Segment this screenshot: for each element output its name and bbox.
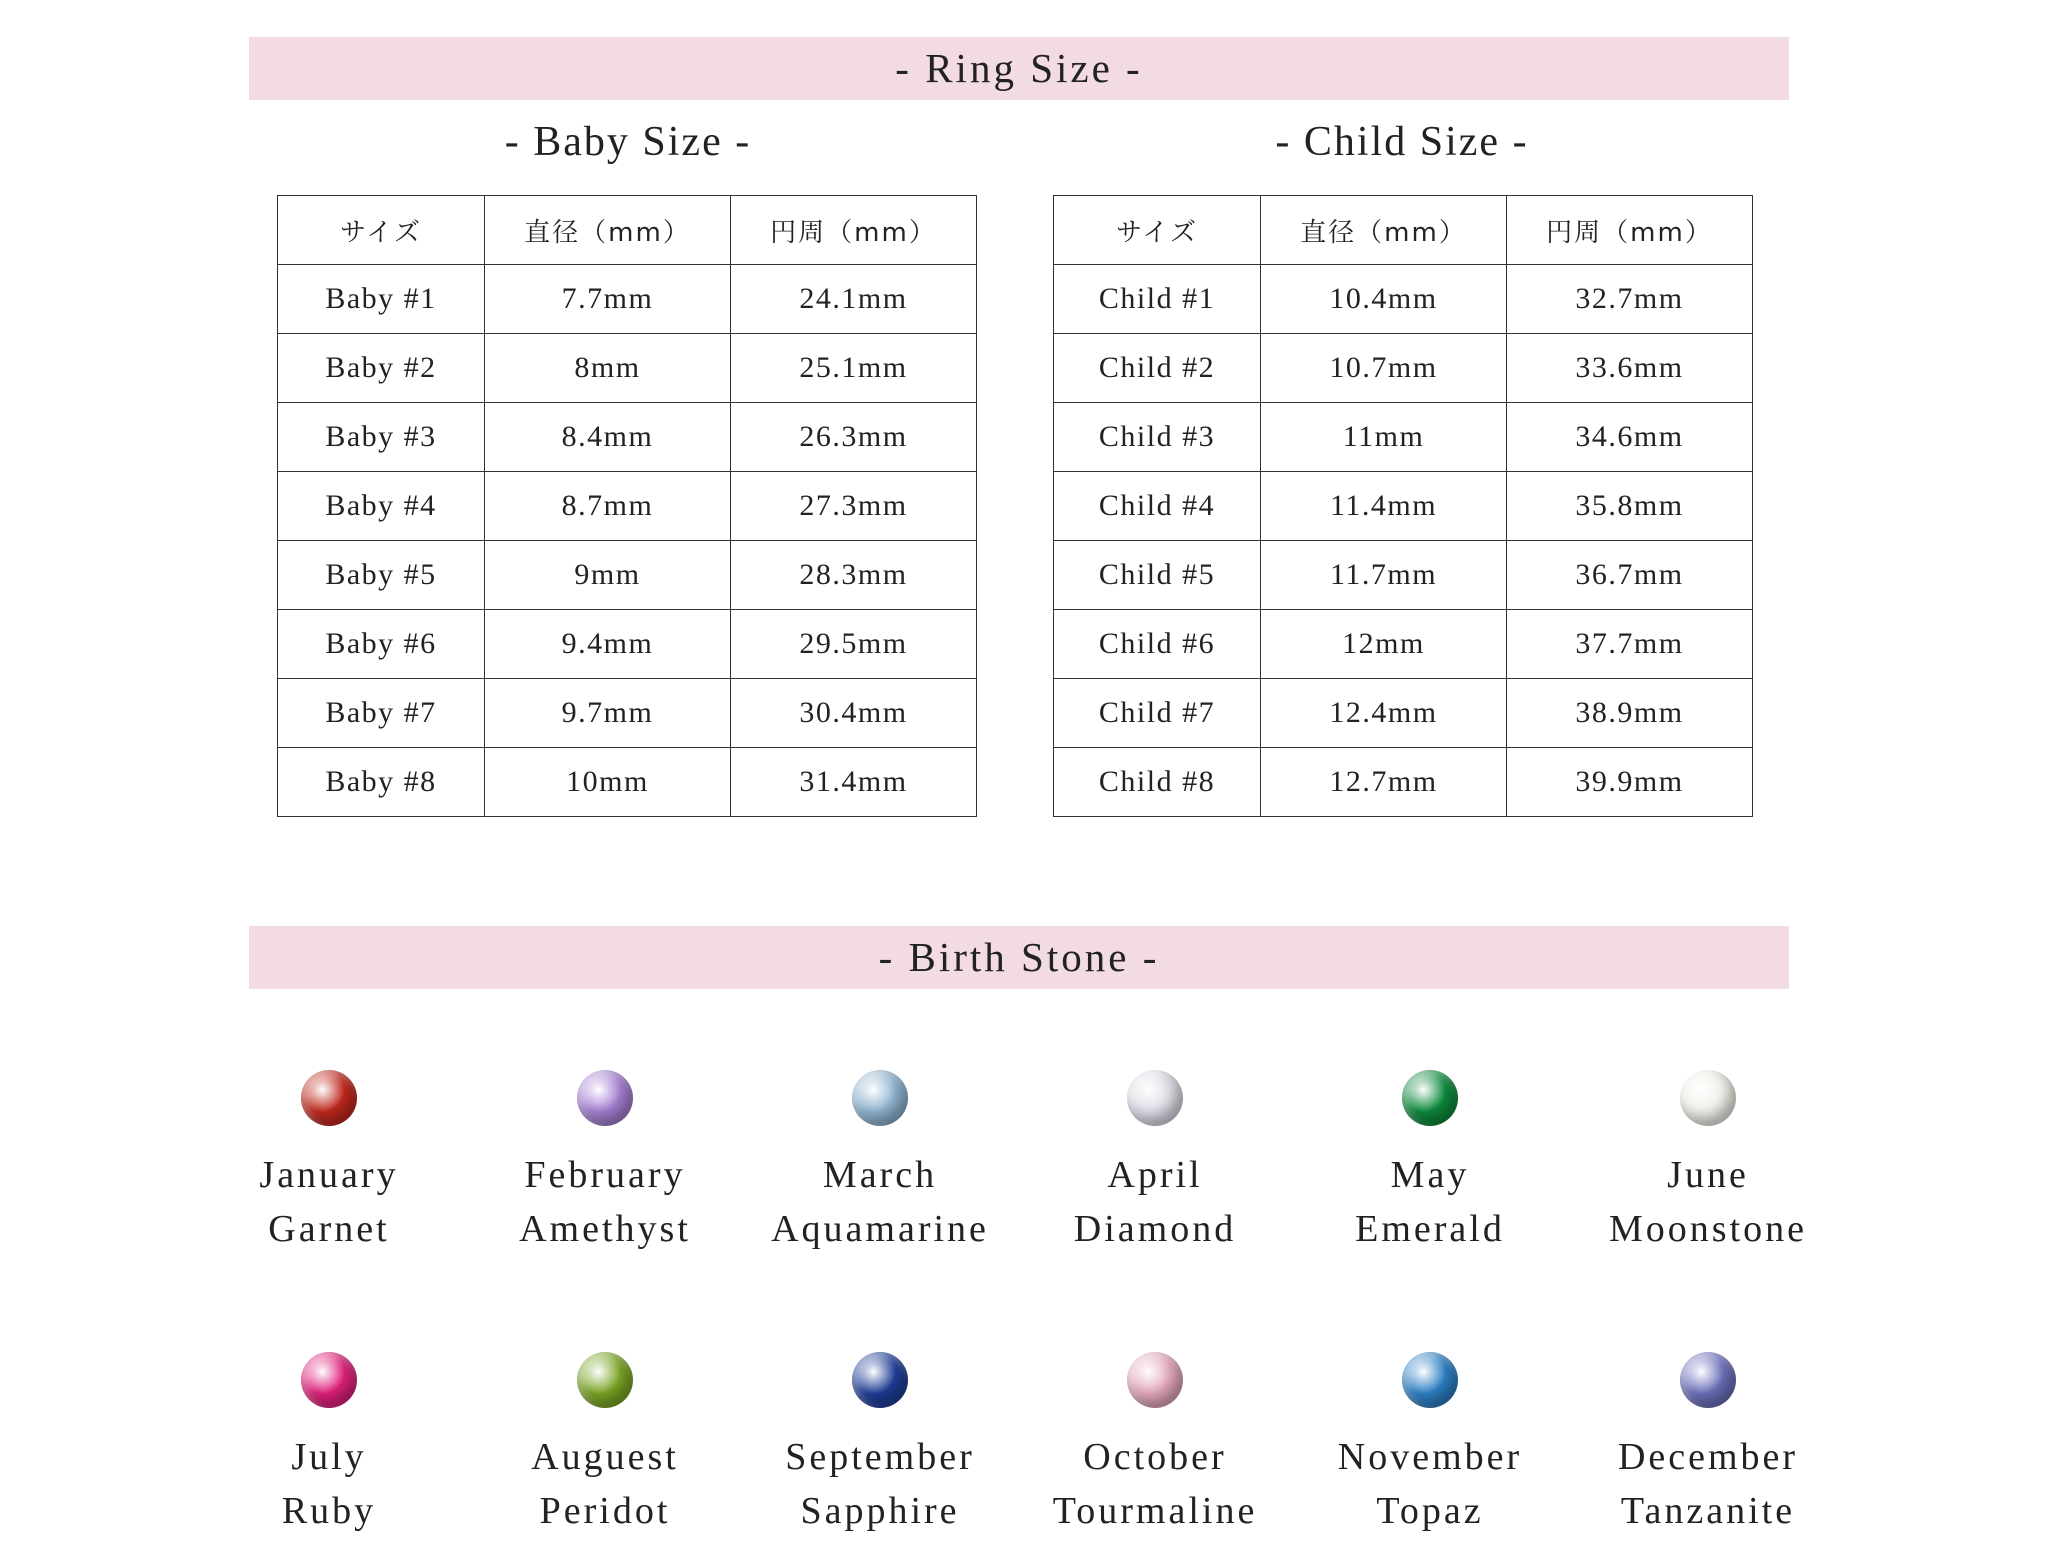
circumference-cell: 37.7mm — [1507, 610, 1753, 679]
table-row — [278, 679, 977, 748]
circumference-cell: 28.3mm — [731, 541, 977, 610]
stone-month: March — [822, 1154, 938, 1196]
stone-name: Ruby — [281, 1490, 377, 1532]
size-cell: Baby #2 — [278, 334, 485, 403]
circumference-cell: 39.9mm — [1507, 748, 1753, 817]
diameter-cell: 8.7mm — [485, 472, 731, 541]
gemstone-icon — [301, 1352, 357, 1408]
table-header-row — [278, 196, 977, 265]
stone-month: July — [291, 1436, 367, 1478]
table-header-row — [1054, 196, 1753, 265]
circumference-cell: 33.6mm — [1507, 334, 1753, 403]
header-circumference: 円周（mm） — [731, 196, 977, 265]
size-cell: Baby #4 — [278, 472, 485, 541]
table-row — [278, 748, 977, 817]
diameter-cell: 11.4mm — [1261, 472, 1507, 541]
gemstone-icon — [577, 1070, 633, 1126]
gemstone-icon — [1402, 1352, 1458, 1408]
header-diameter: 直径（mm） — [485, 196, 731, 265]
size-cell: Child #2 — [1054, 334, 1261, 403]
stone-name: Diamond — [1073, 1208, 1237, 1250]
stone-name: Peridot — [539, 1490, 671, 1532]
size-cell: Baby #6 — [278, 610, 485, 679]
table-row — [1054, 265, 1753, 334]
circumference-cell: 25.1mm — [731, 334, 977, 403]
table-row — [1054, 748, 1753, 817]
gemstone-icon — [301, 1070, 357, 1126]
baby-size-table — [277, 195, 977, 817]
table-row — [278, 610, 977, 679]
stone-name: Garnet — [268, 1208, 390, 1250]
gemstone-icon — [852, 1352, 908, 1408]
circumference-cell: 29.5mm — [731, 610, 977, 679]
size-cell: Child #5 — [1054, 541, 1261, 610]
size-cell: Baby #5 — [278, 541, 485, 610]
stone-month: May — [1390, 1154, 1470, 1196]
header-circumference: 円周（mm） — [1507, 196, 1753, 265]
child-size-table — [1053, 195, 1753, 817]
stone-month: January — [259, 1154, 399, 1196]
circumference-cell: 24.1mm — [731, 265, 977, 334]
size-cell: Baby #1 — [278, 265, 485, 334]
birth-stone-item — [750, 1352, 1010, 1538]
diameter-cell: 9mm — [485, 541, 731, 610]
diameter-cell: 12.4mm — [1261, 679, 1507, 748]
size-cell: Baby #3 — [278, 403, 485, 472]
birth-stone-item — [199, 1070, 459, 1256]
table-row — [1054, 472, 1753, 541]
birth-stone-item — [475, 1070, 735, 1256]
size-cell: Child #4 — [1054, 472, 1261, 541]
diameter-cell: 8mm — [485, 334, 731, 403]
stone-month: December — [1617, 1436, 1799, 1478]
circumference-cell: 27.3mm — [731, 472, 977, 541]
size-cell: Baby #8 — [278, 748, 485, 817]
birth-stone-banner: - Birth Stone - — [249, 926, 1789, 989]
table-row — [1054, 403, 1753, 472]
header-diameter: 直径（mm） — [1261, 196, 1507, 265]
circumference-cell: 31.4mm — [731, 748, 977, 817]
table-row — [1054, 610, 1753, 679]
header-size: サイズ — [1054, 196, 1261, 265]
birth-stone-item — [1578, 1070, 1838, 1256]
stone-month: February — [524, 1154, 686, 1196]
table-row — [278, 334, 977, 403]
diameter-cell: 11.7mm — [1261, 541, 1507, 610]
birth-stone-item — [1025, 1352, 1285, 1538]
diameter-cell: 10.4mm — [1261, 265, 1507, 334]
table-row — [278, 472, 977, 541]
stone-month: June — [1667, 1154, 1749, 1196]
circumference-cell: 36.7mm — [1507, 541, 1753, 610]
stone-name: Amethyst — [519, 1208, 691, 1250]
header-size: サイズ — [278, 196, 485, 265]
birth-stone-item — [1578, 1352, 1838, 1538]
table-row — [1054, 679, 1753, 748]
diameter-cell: 12mm — [1261, 610, 1507, 679]
stone-name: Aquamarine — [771, 1208, 989, 1250]
gemstone-icon — [577, 1352, 633, 1408]
gemstone-icon — [1127, 1070, 1183, 1126]
stone-name: Emerald — [1355, 1208, 1505, 1250]
circumference-cell: 38.9mm — [1507, 679, 1753, 748]
birth-stone-item — [1025, 1070, 1285, 1256]
ring-size-banner: - Ring Size - — [249, 37, 1789, 100]
size-cell: Child #7 — [1054, 679, 1261, 748]
table-row — [1054, 541, 1753, 610]
stone-name: Tourmaline — [1052, 1490, 1258, 1532]
stone-month: September — [785, 1436, 975, 1478]
diameter-cell: 9.4mm — [485, 610, 731, 679]
table-row — [278, 541, 977, 610]
diameter-cell: 12.7mm — [1261, 748, 1507, 817]
diameter-cell: 9.7mm — [485, 679, 731, 748]
birth-stone-item — [475, 1352, 735, 1538]
diameter-cell: 10.7mm — [1261, 334, 1507, 403]
stone-month: October — [1083, 1436, 1227, 1478]
stone-month: November — [1337, 1436, 1523, 1478]
baby-size-title: - Baby Size - — [504, 119, 752, 165]
gemstone-icon — [1127, 1352, 1183, 1408]
size-cell: Child #8 — [1054, 748, 1261, 817]
diameter-cell: 11mm — [1261, 403, 1507, 472]
circumference-cell: 26.3mm — [731, 403, 977, 472]
gemstone-icon — [1680, 1070, 1736, 1126]
size-cell: Child #1 — [1054, 265, 1261, 334]
stone-name: Topaz — [1376, 1490, 1484, 1532]
stone-name: Moonstone — [1609, 1208, 1807, 1250]
table-row — [278, 403, 977, 472]
diameter-cell: 7.7mm — [485, 265, 731, 334]
birth-stone-item — [1300, 1070, 1560, 1256]
stone-name: Tanzanite — [1620, 1490, 1796, 1532]
birth-stone-item — [199, 1352, 459, 1538]
stone-month: April — [1107, 1154, 1203, 1196]
circumference-cell: 30.4mm — [731, 679, 977, 748]
diameter-cell: 8.4mm — [485, 403, 731, 472]
child-size-title: - Child Size - — [1275, 119, 1529, 165]
table-row — [1054, 334, 1753, 403]
circumference-cell: 32.7mm — [1507, 265, 1753, 334]
circumference-cell: 35.8mm — [1507, 472, 1753, 541]
diameter-cell: 10mm — [485, 748, 731, 817]
circumference-cell: 34.6mm — [1507, 403, 1753, 472]
stone-name: Sapphire — [800, 1490, 960, 1532]
stone-month: Auguest — [531, 1436, 679, 1478]
size-cell: Child #3 — [1054, 403, 1261, 472]
birth-stone-item — [750, 1070, 1010, 1256]
gemstone-icon — [1680, 1352, 1736, 1408]
size-cell: Baby #7 — [278, 679, 485, 748]
gemstone-icon — [852, 1070, 908, 1126]
gemstone-icon — [1402, 1070, 1458, 1126]
table-row — [278, 265, 977, 334]
birth-stone-item — [1300, 1352, 1560, 1538]
size-cell: Child #6 — [1054, 610, 1261, 679]
